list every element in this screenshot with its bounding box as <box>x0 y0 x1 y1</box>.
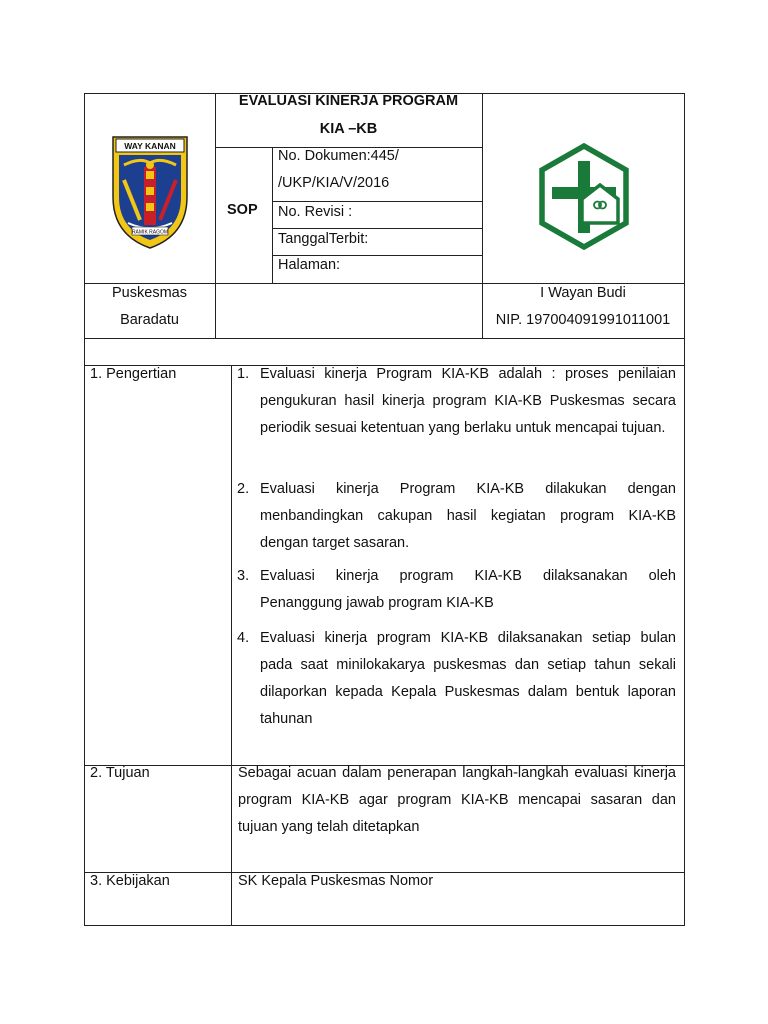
signer-nip: NIP. 197004091991011001 <box>495 312 671 328</box>
organization-name-line2: Baradatu <box>120 312 179 328</box>
crest-motto-text: RAMIK RAGOM <box>131 229 169 236</box>
doc-number-line2: /UKP/KIA/V/2016 <box>278 175 390 191</box>
page-number: Halaman: <box>278 257 341 273</box>
list-item-number: 4. <box>237 630 250 646</box>
list-item-number: 3. <box>237 568 250 584</box>
kebijakan-text: SK Kepala Puskesmas Nomor <box>238 873 434 889</box>
way-kanan-crest-logo <box>110 135 190 250</box>
issue-date: TanggalTerbit: <box>278 231 369 247</box>
signer-name: I Wayan Budi <box>540 285 626 301</box>
sop-label: SOP <box>227 202 258 218</box>
document-title-line1: EVALUASI KINERJA PROGRAM <box>238 93 459 109</box>
list-item-text: Evaluasi kinerja program KIA-KB dilaksanakan oleh Penanggung jawab program KIA-KB <box>260 568 676 611</box>
list-item-number: 1. <box>237 366 250 382</box>
puskesmas-logo <box>538 143 630 250</box>
crest-banner-text: WAY KANAN <box>124 141 176 151</box>
list-item-number: 2. <box>237 481 250 497</box>
revision-number: No. Revisi : <box>278 204 353 220</box>
section-label-pengertian: 1. Pengertian <box>90 366 177 382</box>
list-item-text: Evaluasi kinerja Program KIA-KB dilakukan dengan menbandingkan cakupan hasil kegiatan program KIA-KB dengan target sasaran. <box>260 481 676 551</box>
tujuan-text: Sebagai acuan dalam penerapan langkah-langkah evaluasi kinerja program KIA-KB agar program KIA-KB mencapai sasaran dan tujuan yang telah ditetapkan <box>238 765 676 835</box>
section-label-kebijakan: 3. Kebijakan <box>90 873 170 889</box>
organization-name-line1: Puskesmas <box>112 285 187 301</box>
list-item-text: Evaluasi kinerja Program KIA-KB adalah : proses penilaian pengukuran hasil kinerja program KIA-KB Puskesmas secara periodik sesuai ketentuan yang berlaku untuk mencapai tujuan. <box>260 366 676 436</box>
doc-number-line1: No. Dokumen:445/ <box>278 148 399 164</box>
section-label-tujuan: 2. Tujuan <box>90 765 150 781</box>
document-title-line2: KIA –KB <box>319 121 378 137</box>
list-item-text: Evaluasi kinerja program KIA-KB dilaksanakan setiap bulan pada saat minilokakarya puskesmas dan setiap tahun sekali dilaporkan kepada Kepala Puskesmas dalam bentuk laporan tahunan <box>260 630 676 727</box>
